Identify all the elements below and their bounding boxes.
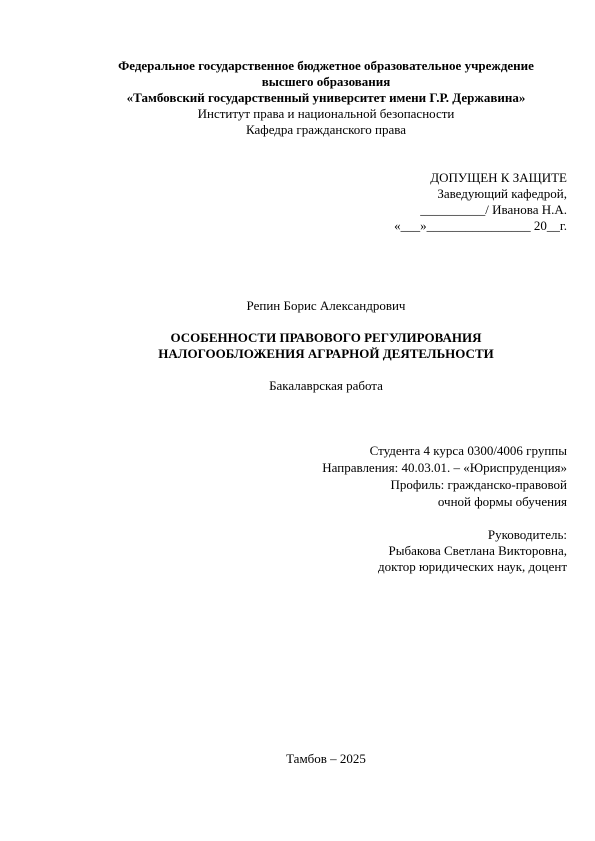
student-profile: Профиль: гражданско-правовой	[390, 477, 567, 492]
thesis-title-line-1: ОСОБЕННОСТИ ПРАВОВОГО РЕГУЛИРОВАНИЯ	[170, 330, 482, 345]
supervisor-label: Руководитель:	[487, 527, 567, 542]
supervisor-degree: доктор юридических наук, доцент	[377, 559, 567, 574]
education-level: высшего образования	[261, 74, 391, 89]
supervisor-name: Рыбакова Светлана Викторовна,	[388, 543, 567, 558]
institution-type: Федеральное государственное бюджетное образовательное учреждение	[118, 58, 534, 73]
university-name: «Тамбовский государственный университет имени Г.Р. Державина»	[126, 90, 526, 105]
approval-date: «___»________________ 20__г.	[394, 218, 567, 233]
approval-signature: __________/ Иванова Н.А.	[420, 202, 567, 217]
approval-head-of-department: Заведующий кафедрой,	[437, 186, 567, 201]
thesis-title-line-2: НАЛОГООБЛОЖЕНИЯ АГРАРНОЙ ДЕЯТЕЛЬНОСТИ	[158, 346, 494, 361]
city-year: Тамбов – 2025	[286, 751, 366, 766]
author-name: Репин Борис Александрович	[246, 298, 406, 313]
approval-heading: ДОПУЩЕН К ЗАЩИТЕ	[430, 170, 567, 185]
work-type: Бакалаврская работа	[269, 378, 383, 393]
student-course-group: Студента 4 курса 0300/4006 группы	[369, 443, 567, 458]
student-direction: Направления: 40.03.01. – «Юриспруденция»	[322, 460, 567, 475]
student-study-form: очной формы обучения	[437, 494, 567, 509]
institute-name: Институт права и национальной безопасности	[197, 106, 455, 121]
department-name: Кафедра гражданского права	[246, 122, 406, 137]
